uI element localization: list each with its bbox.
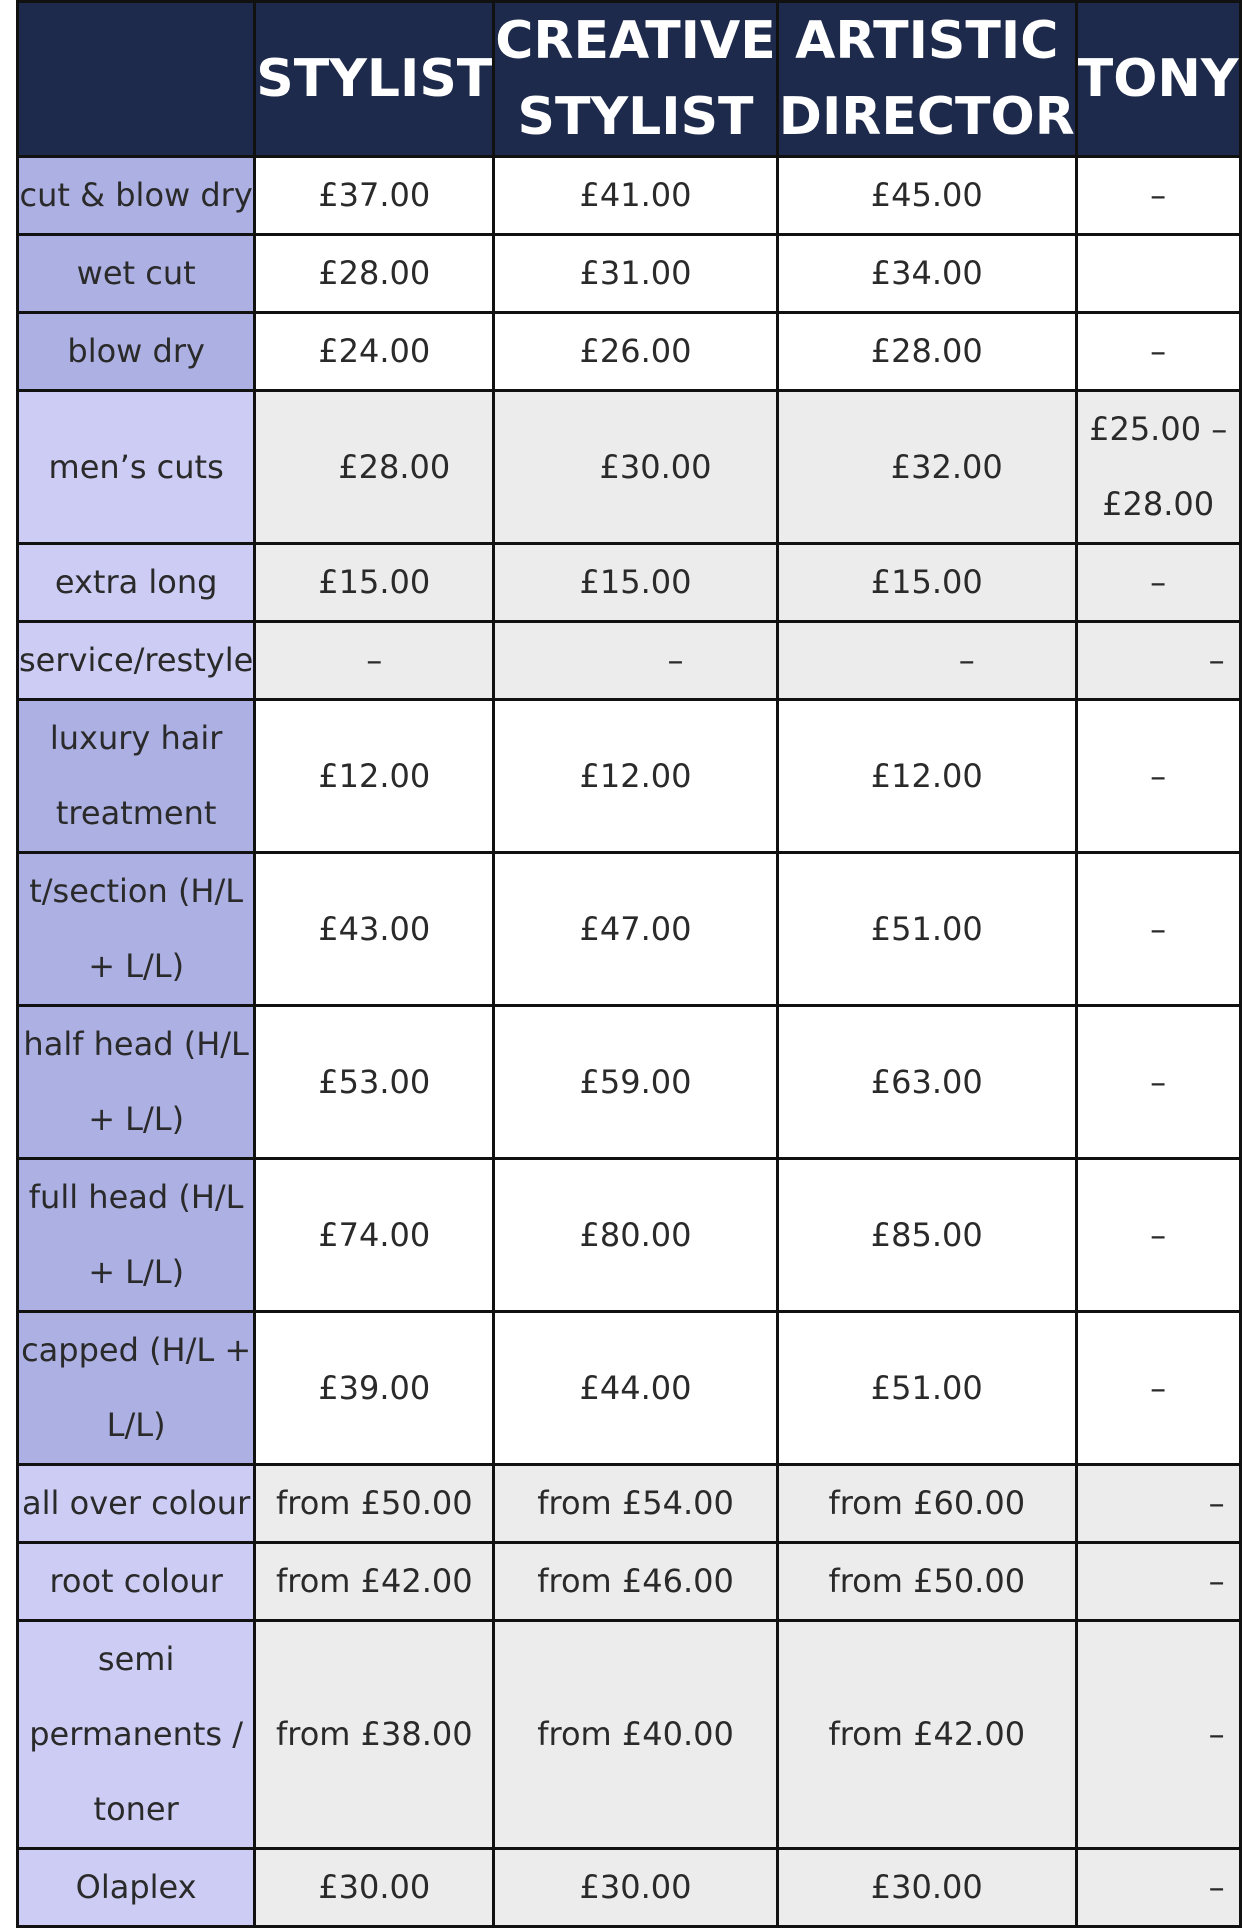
service-name: extra long [18,544,255,622]
artistic-director-price: £28.00 [777,313,1076,391]
header-stylist [255,2,494,157]
service-name: Olaplex [18,1849,255,1927]
creative-stylist-price: from £46.00 [494,1543,778,1621]
table-row [18,1849,1241,1927]
table-row [18,313,1241,391]
tony-price: – [1076,544,1240,622]
header-tony [1076,2,1240,157]
artistic-director-price: £34.00 [777,235,1076,313]
header-artistic-line-2: DIRECTOR [778,87,1075,147]
table-row [18,1312,1241,1465]
creative-stylist-price: – [494,622,778,700]
tony-price: – [1076,700,1240,853]
tony-price: £25.00 – £28.00 [1076,391,1240,544]
tony-price: – [1076,1849,1240,1927]
service-name: service/restyle [18,622,255,700]
stylist-price: £74.00 [255,1159,494,1312]
service-name: cut & blow dry [18,157,255,235]
stylist-price: £53.00 [255,1006,494,1159]
header-row [18,2,1241,157]
artistic-director-price: – [777,622,1076,700]
creative-stylist-price: £80.00 [494,1159,778,1312]
header-creative-stylist [494,2,778,157]
tony-price: – [1076,1006,1240,1159]
artistic-director-price: £30.00 [777,1849,1076,1927]
stylist-price: from £38.00 [255,1621,494,1849]
service-name: capped (H/L + L/L) [18,1312,255,1465]
tony-price: – [1076,1621,1240,1849]
table-row [18,700,1241,853]
stylist-price: £24.00 [255,313,494,391]
service-name: all over colour [18,1465,255,1543]
table-row [18,1465,1241,1543]
creative-stylist-price: from £40.00 [494,1621,778,1849]
header-artistic-line-1: ARTISTIC [795,11,1059,71]
creative-stylist-price: £41.00 [494,157,778,235]
stylist-price: from £42.00 [255,1543,494,1621]
artistic-director-price: from £42.00 [777,1621,1076,1849]
stylist-price: £28.00 [255,235,494,313]
tony-price: – [1076,1465,1240,1543]
creative-stylist-price: £26.00 [494,313,778,391]
service-name: t/section (H/L + L/L) [18,853,255,1006]
artistic-director-price: £51.00 [777,1312,1076,1465]
table-row [18,1621,1241,1849]
tony-price: – [1076,1159,1240,1312]
service-name: luxury hair treatment [18,700,255,853]
creative-stylist-price: £47.00 [494,853,778,1006]
price-list-table [16,0,1242,1928]
table-row [18,622,1241,700]
tony-price [1076,235,1240,313]
artistic-director-price: from £60.00 [777,1465,1076,1543]
stylist-price: £28.00 [255,391,494,544]
header-corner-cell [18,2,255,157]
table-row [18,544,1241,622]
service-name: root colour [18,1543,255,1621]
tony-price: – [1076,1543,1240,1621]
tony-price: – [1076,157,1240,235]
service-name: blow dry [18,313,255,391]
table-row [18,1543,1241,1621]
header-stylist-line: STYLIST [256,49,493,109]
tony-price: – [1076,622,1240,700]
header-creative-line-1: CREATIVE [495,11,776,71]
table-row [18,235,1241,313]
header-tony-line: TONY [1077,49,1239,109]
table-row [18,853,1241,1006]
creative-stylist-price: £12.00 [494,700,778,853]
tony-price: – [1076,313,1240,391]
table-row [18,391,1241,544]
creative-stylist-price: £15.00 [494,544,778,622]
creative-stylist-price: £30.00 [494,391,778,544]
stylist-price: – [255,622,494,700]
artistic-director-price: from £50.00 [777,1543,1076,1621]
header-creative-line-2: STYLIST [517,87,754,147]
header-artistic-director [777,2,1076,157]
stylist-price: £37.00 [255,157,494,235]
tony-price: – [1076,1312,1240,1465]
artistic-director-price: £45.00 [777,157,1076,235]
artistic-director-price: £63.00 [777,1006,1076,1159]
creative-stylist-price: £44.00 [494,1312,778,1465]
tony-price: – [1076,853,1240,1006]
artistic-director-price: £85.00 [777,1159,1076,1312]
service-name: men’s cuts [18,391,255,544]
stylist-price: £43.00 [255,853,494,1006]
artistic-director-price: £32.00 [777,391,1076,544]
service-name: full head (H/L + L/L) [18,1159,255,1312]
stylist-price: £39.00 [255,1312,494,1465]
creative-stylist-price: £30.00 [494,1849,778,1927]
table-row [18,157,1241,235]
creative-stylist-price: from £54.00 [494,1465,778,1543]
service-name: wet cut [18,235,255,313]
creative-stylist-price: £59.00 [494,1006,778,1159]
stylist-price: £12.00 [255,700,494,853]
service-name: semi permanents / toner [18,1621,255,1849]
stylist-price: from £50.00 [255,1465,494,1543]
artistic-director-price: £15.00 [777,544,1076,622]
creative-stylist-price: £31.00 [494,235,778,313]
table-row [18,1006,1241,1159]
artistic-director-price: £51.00 [777,853,1076,1006]
stylist-price: £15.00 [255,544,494,622]
service-name: half head (H/L + L/L) [18,1006,255,1159]
stylist-price: £30.00 [255,1849,494,1927]
artistic-director-price: £12.00 [777,700,1076,853]
table-row [18,1159,1241,1312]
